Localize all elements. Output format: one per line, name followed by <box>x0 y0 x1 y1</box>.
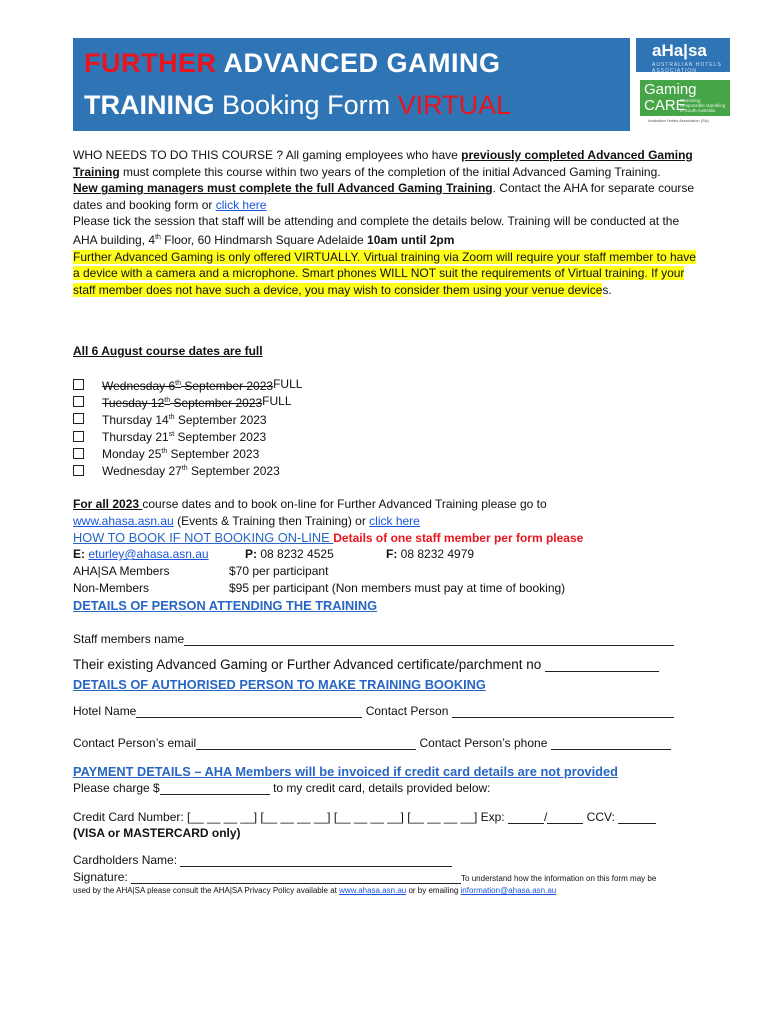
virtual-notice <box>73 249 698 299</box>
booking-email-link[interactable]: eturley@ahasa.asn.au <box>88 547 209 561</box>
virtual-notice-end: s. <box>602 282 612 297</box>
card-types-row <box>73 826 713 840</box>
august-full-text: All 6 August course dates are full <box>73 344 263 358</box>
authorised-heading: DETAILS OF AUTHORISED PERSON TO MAKE TRAINING BOOKING <box>73 677 486 692</box>
date-sup: th <box>168 413 175 421</box>
staff-name-label: Staff members name <box>73 632 185 646</box>
managers-click-here-link[interactable]: click here <box>215 197 267 212</box>
card-number-field[interactable]: __ __ __ __] [__ __ __ __] [__ __ __ __] [__ __ __ __] <box>190 810 478 824</box>
cardholder-label: Cardholders Name: <box>73 853 181 867</box>
attending-heading: DETAILS OF PERSON ATTENDING THE TRAINING <box>73 598 378 613</box>
charge-label: Please charge $ <box>73 781 160 795</box>
date-status: FULL <box>262 394 292 409</box>
members-price-row <box>73 564 713 578</box>
members-price: $70 per participant <box>229 564 329 578</box>
fax-value: 08 8232 4979 <box>397 547 475 561</box>
email-label: E: <box>73 547 89 561</box>
session-dates-list <box>73 376 302 479</box>
virtual-notice-highlight: Further Advanced Gaming is only offered VIRTUALLY. Virtual training via Zoom will require your staff member to have a device with a camera and a microphone. Smart phones WILL NOT suit the requirements of Virtual training. If your staff member does not have such a device, you may wish to consider them using your venue device <box>73 249 696 297</box>
logo-caption: Australian Hotels Association (SA) <box>648 118 709 123</box>
title-banner <box>73 38 630 131</box>
signature-label: Signature: <box>73 870 132 884</box>
gaming-care-logo <box>640 80 730 116</box>
managers-paragraph <box>73 180 698 213</box>
contact-phone-field[interactable] <box>551 737 671 750</box>
gaming-care-line2: CARE <box>644 97 686 114</box>
managers-suffix: . Contact the AHA for separate course dates and booking form or <box>73 181 695 212</box>
contact-email-field[interactable] <box>196 737 416 750</box>
online-text: course dates and to book on-line for Further Advanced Training please go to <box>142 497 547 511</box>
date-status: FULL <box>273 377 303 391</box>
privacy-website-link[interactable]: www.ahasa.asn.au <box>339 886 407 895</box>
online-click-here-link[interactable]: click here <box>369 514 420 528</box>
nonmembers-price-row <box>73 581 713 595</box>
date-pre: Wednesday 27 <box>102 464 182 479</box>
staff-name-field[interactable] <box>184 633 674 646</box>
privacy-email-link[interactable]: information@ahasa.asn.au <box>460 886 557 895</box>
staff-name-row <box>73 632 713 646</box>
intro-section <box>73 147 698 298</box>
title-line-1 <box>84 48 501 79</box>
ccv-field[interactable] <box>618 811 656 824</box>
date-row-3[interactable] <box>73 410 302 427</box>
date-pre: Monday 25 <box>102 447 162 462</box>
date-post: September 2023 <box>174 412 267 427</box>
date-post: September 2023 <box>181 378 274 393</box>
who-bold: previously completed Advanced Gaming Training <box>73 148 693 179</box>
hotel-contact-row <box>73 704 713 718</box>
certificate-row <box>73 657 713 672</box>
checkbox[interactable] <box>73 379 84 390</box>
date-pre: Thursday 21 <box>102 430 169 445</box>
card-number-label: Credit Card Number: [ <box>73 810 191 824</box>
title-training: TRAINING <box>84 90 215 120</box>
nonmembers-price: $95 per participant (Non members must pay at time of booking) <box>229 581 566 595</box>
privacy-mid: or by emailing <box>406 886 461 895</box>
privacy-line-2: used by the AHA|SA please consult the AHA|SA Privacy Policy available at <box>73 886 340 895</box>
who-suffix: must complete this course within two years of the completion of the initial Advanced Gaming Training. <box>119 164 661 179</box>
ccv-label: CCV: <box>583 810 619 824</box>
hotel-name-label: Hotel Name <box>73 704 137 718</box>
nonmembers-label: Non-Members <box>73 581 150 595</box>
privacy-line-1: To understand how the information on this form may be <box>461 874 657 883</box>
signature-row <box>73 870 713 884</box>
attending-heading-row <box>73 598 713 613</box>
card-number-row <box>73 810 713 824</box>
date-label <box>102 460 280 480</box>
training-time: 10am until 2pm <box>367 232 455 247</box>
date-sup: st <box>168 431 175 439</box>
authorised-heading-row <box>73 677 713 692</box>
charge-suffix: to my credit card, details provided below: <box>269 781 491 795</box>
date-sup: th <box>164 396 171 404</box>
contact-email-phone-row <box>73 736 713 750</box>
certificate-field[interactable] <box>545 657 659 672</box>
howto-red-note: Details of one staff member per form please <box>333 531 584 545</box>
contact-row <box>73 547 713 561</box>
card-types-note: (VISA or MASTERCARD only) <box>73 826 241 840</box>
date-pre: Wednesday 6 <box>102 378 176 393</box>
online-booking-line-2 <box>73 514 713 528</box>
aha-logo-subtitle: AUSTRALIAN HOTELS ASSOCIATION <box>652 62 722 74</box>
checkbox[interactable] <box>73 465 84 476</box>
date-sup: th <box>161 448 168 456</box>
date-pre: Tuesday 12 <box>102 395 165 410</box>
online-mid: (Events & Training then Training) or <box>173 514 370 528</box>
contact-person-label: Contact Person <box>362 704 452 718</box>
who-prefix: WHO NEEDS TO DO THIS COURSE ? All gaming employees who have <box>73 148 462 162</box>
tick-sup: th <box>155 233 161 241</box>
phone-value: 08 8232 4525 <box>257 547 334 561</box>
date-post: September 2023 <box>187 464 280 479</box>
aha-logo-text: aHa|sa <box>652 41 707 60</box>
who-needs-paragraph <box>73 147 698 180</box>
contact-phone-label: Contact Person’s phone <box>416 736 551 750</box>
expiry-label: Exp: <box>477 810 508 824</box>
cardholder-field[interactable] <box>180 854 452 867</box>
title-virtual: VIRTUAL <box>397 90 512 120</box>
checkbox[interactable] <box>73 431 84 442</box>
title-line-2 <box>84 90 511 121</box>
contact-email-label: Contact Person’s email <box>73 736 197 750</box>
charge-row <box>73 781 713 795</box>
tick-paragraph <box>73 213 698 248</box>
checkbox[interactable] <box>73 396 84 407</box>
date-row-6[interactable] <box>73 462 302 479</box>
managers-bold: New gaming managers must complete the full Advanced Gaming Training <box>73 181 493 196</box>
date-row-2[interactable] <box>73 393 302 410</box>
date-pre: Thursday 14 <box>102 412 169 427</box>
checkbox[interactable] <box>73 413 84 424</box>
tick-text-2: Floor, 60 Hindmarsh Square Adelaide <box>160 232 368 247</box>
online-prefix: For all 2023 <box>73 497 143 511</box>
payment-heading: PAYMENT DETAILS – AHA Members will be invoiced if credit card details are not provided <box>73 764 618 779</box>
ahasa-website-link[interactable]: www.ahasa.asn.au <box>73 514 174 528</box>
date-post: September 2023 <box>167 447 260 462</box>
date-row-5[interactable] <box>73 445 302 462</box>
august-full-note <box>73 344 713 358</box>
certificate-label: Their existing Advanced Gaming or Further Advanced certificate/parchment no <box>73 657 545 672</box>
title-red-word: FURTHER <box>84 48 217 78</box>
fax-group <box>386 547 474 561</box>
expiry-month-field[interactable] <box>508 811 544 824</box>
aha-sa-logo <box>636 38 730 72</box>
howto-heading: HOW TO BOOK IF NOT BOOKING ON-LINE <box>73 530 334 545</box>
date-post: September 2023 <box>174 430 267 445</box>
tick-text-1: Please tick the session that staff will be attending and complete the details below. Training will be conducted at the AHA building, 4 <box>73 214 680 247</box>
title-booking-form: Booking Form <box>214 90 398 120</box>
privacy-row <box>73 886 713 895</box>
phone-label: P: <box>245 547 257 561</box>
expiry-separator: / <box>543 810 548 824</box>
signature-field[interactable] <box>131 871 461 884</box>
title-rest: ADVANCED GAMING <box>216 48 501 78</box>
cardholder-row <box>73 853 713 867</box>
howto-heading-row <box>73 530 713 545</box>
contact-person-field[interactable] <box>452 705 674 718</box>
date-post: September 2023 <box>170 395 263 410</box>
charge-amount-field[interactable] <box>160 782 270 795</box>
fax-label: F: <box>386 547 398 561</box>
checkbox[interactable] <box>73 448 84 459</box>
date-row-1[interactable] <box>73 376 302 393</box>
date-sup: th <box>175 379 182 387</box>
date-sup: th <box>181 465 188 473</box>
payment-heading-row <box>73 764 713 779</box>
gaming-care-line1: Gaming <box>644 81 697 98</box>
online-booking-line-1 <box>73 497 713 511</box>
date-row-4[interactable] <box>73 428 302 445</box>
expiry-year-field[interactable] <box>547 811 583 824</box>
gaming-care-tagline: Promoting Responsible Gambling in South Australia <box>680 98 726 113</box>
members-label: AHA|SA Members <box>73 564 170 578</box>
phone-group <box>245 547 334 561</box>
hotel-name-field[interactable] <box>136 705 362 718</box>
